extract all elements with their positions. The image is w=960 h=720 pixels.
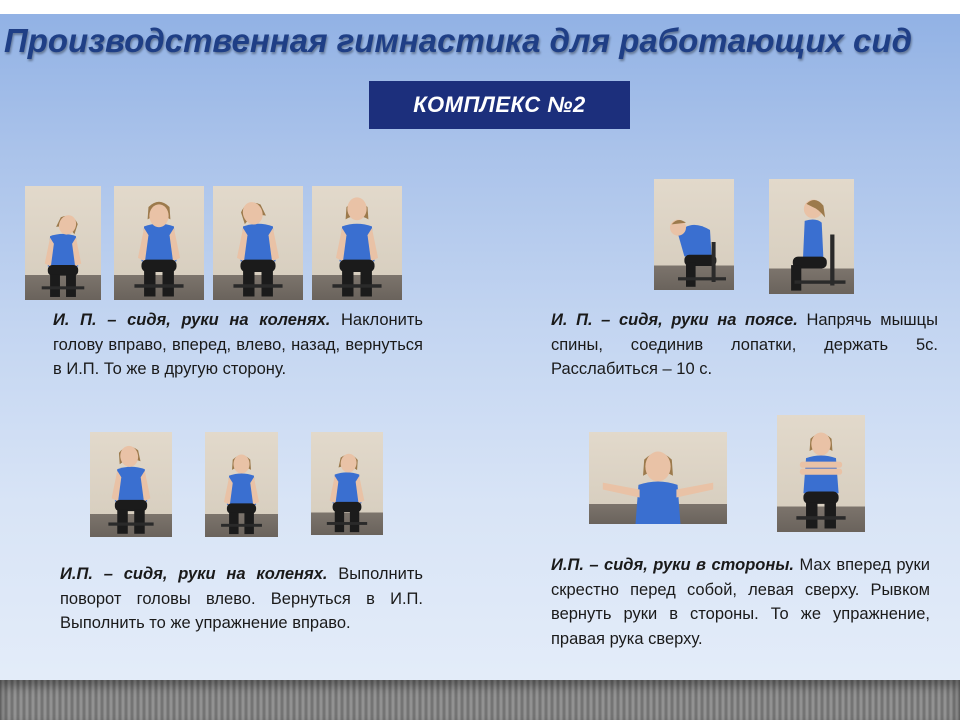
person-figure-icon <box>589 432 727 524</box>
exercise-2-text: Напрячь мышцы спины, соединив лопатки, держать 5с. Расслабиться – 10 с. <box>551 311 938 378</box>
exercise-2-description <box>551 308 938 382</box>
exercise-1-photo-3 <box>213 186 303 300</box>
exercise-1-photo-1 <box>25 186 101 300</box>
exercise-4-text: Мах вперед руки скрестно перед собой, левая сверху. Рывком вернуть руки в стороны. То же упражнение, правая рука сверху. <box>551 556 930 648</box>
person-figure-icon <box>205 432 278 537</box>
bottom-decorative-bar <box>0 680 960 720</box>
complex-badge: КОМПЛЕКС №2 <box>369 81 630 129</box>
person-figure-icon <box>311 432 383 535</box>
page-title: Производственная гимнастика для работающих сид <box>4 22 912 59</box>
person-figure-icon <box>769 179 854 294</box>
exercise-1-photo-2 <box>114 186 204 300</box>
exercise-1-text: Наклонить голову вправо, вперед, влево, назад, вернуться в И.П. То же в другую сторону. <box>53 311 423 378</box>
exercise-4-description <box>551 553 930 651</box>
exercise-4-photo-1 <box>589 432 727 524</box>
person-figure-icon <box>654 179 734 290</box>
exercise-3-photo-2 <box>205 432 278 537</box>
exercise-3-lead: И.П. – сидя, руки на коленях. <box>60 565 328 583</box>
person-figure-icon <box>213 186 303 300</box>
exercise-2-photo-2 <box>769 179 854 294</box>
person-figure-icon <box>777 415 865 532</box>
exercise-3-text: Выполнить поворот головы влево. Вернуться в И.П. Выполнить то же упражнение вправо. <box>60 565 423 632</box>
exercise-2-photo-1 <box>654 179 734 290</box>
exercise-4-photo-2 <box>777 415 865 532</box>
exercise-3-photo-1 <box>90 432 172 537</box>
person-figure-icon <box>312 186 402 300</box>
exercise-3-description <box>60 562 423 636</box>
person-figure-icon <box>25 186 101 300</box>
exercise-1-photo-4 <box>312 186 402 300</box>
exercise-1-lead: И. П. – сидя, руки на коленях. <box>53 311 331 329</box>
exercise-1-description <box>53 308 423 382</box>
top-strip <box>0 0 960 14</box>
person-figure-icon <box>114 186 204 300</box>
person-figure-icon <box>90 432 172 537</box>
exercise-4-lead: И.П. – сидя, руки в стороны. <box>551 556 795 574</box>
exercise-3-photo-3 <box>311 432 383 535</box>
exercise-2-lead: И. П. – сидя, руки на поясе. <box>551 311 798 329</box>
